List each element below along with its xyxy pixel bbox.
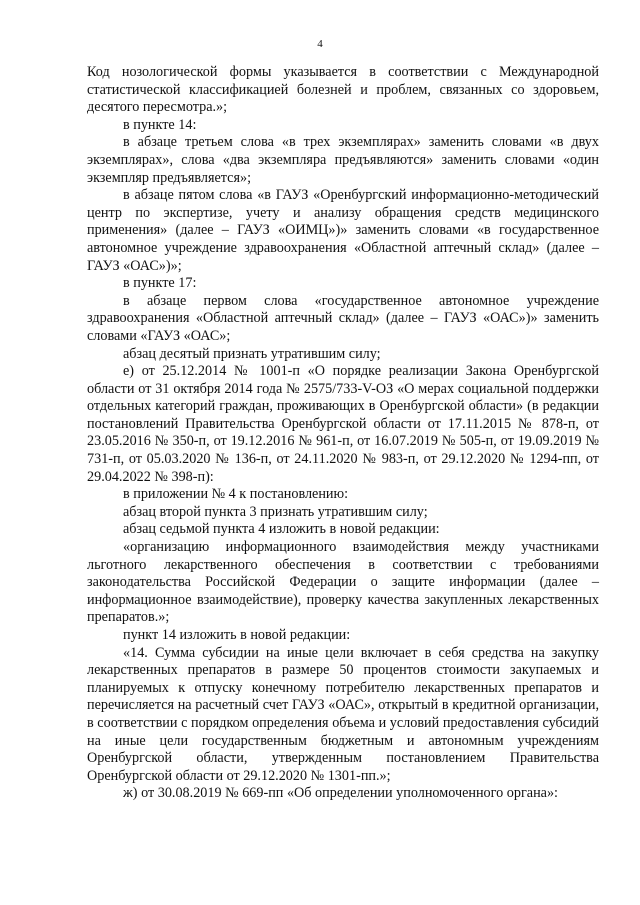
paragraph-item-14-new: пункт 14 изложить в новой редакции: [123, 627, 351, 643]
paragraph-item-14: в пункте 14: [123, 116, 197, 133]
document-body [87, 64, 599, 803]
paragraph-abzac-first: в абзаце первом слова «государственное автономное учреждение здравоохранения «Областной аптечный склад» (далее – ГАУЗ «ОАС»)» заменить словами «ГАУЗ «ОАС»; [87, 292, 599, 344]
paragraph-abzac-fifth: в абзаце пятом слова «в ГАУЗ «Оренбургский информационно-методический центр по экспертизе, учету и анализу обращения средств медицинского применения» (далее – ГАУЗ «ОИМЦ»)» заменить словами «в государственное автономное учреждение здравоохранения «Областной аптечный склад» (далее – ГАУЗ «ОАС»)»; [87, 187, 599, 274]
paragraph-quote-subsidy: «14. Сумма субсидии на иные цели включает в себя средства на закупку лекарственных препаратов в размере 50 процентов стоимости закупаемых и планируемых к отпуску конечному потребителю лекарственных препаратов и перечисляется на расчетный счет ГАУЗ «ОАС», открытый в кредитной организации, в соответствии с порядком определения объема и условий предоставления субсидий на иные цели государственным бюджетным и автономным учреждениям Оренбургской области, утвержденным постановлением Правительства Оренбургской области от 29.12.2020 № 1301-пп.»; [87, 644, 599, 784]
paragraph-abzac-third: в абзаце третьем слова «в трех экземплярах» заменить словами «в двух экземплярах», слова «два экземпляра предъявляются» заменить словами «один экземпляр предъявляется»; [87, 134, 599, 186]
paragraph-appendix-4: в приложении № 4 к постановлению: [123, 486, 349, 503]
paragraph-subitem-e: е) от 25.12.2014 № 1001-п «О порядке реализации Закона Оренбургской области от 31 октября 2014 года № 2575/733-V-ОЗ «О мерах социальной поддержки отдельных категорий граждан, проживающих в Оренбургской области» (в редакции постановлений Правительства Оренбургской области от 17.11.2015 № 878-п, от 23.05.2016 № 350-п, от 19.12.2016 № 961-п, от 16.07.2019 № 505-п, от 19.09.2019 № 731-п, от 05.03.2020 № 136-п, от 24.11.2020 № 983-п, от 29.12.2020 № 1294-пп, от 29.04.2022 № 398-п): [87, 363, 599, 485]
paragraph-item-17: в пункте 17: [123, 275, 197, 292]
paragraph-quote-info-interaction: «организацию информационного взаимодействия между участниками льготного лекарственного обеспечения в соответствии с требованиями законодательства Российской Федерации о защите информации (далее – информационное взаимодействие), проверку качества закупленных лекарственных препаратов.»; [87, 539, 599, 626]
paragraph-abzac-second: абзац второй пункта 3 признать утратившим силу; [123, 503, 428, 520]
paragraph-abzac-seventh: абзац седьмой пункта 4 изложить в новой редакции: [123, 521, 440, 538]
paragraph-nosology-code: Код нозологической формы указывается в соответствии с Международной статистической классификацией болезней и проблем, связанных со здоровьем, десятого пересмотра.»; [87, 64, 599, 116]
paragraph-abzac-tenth: абзац десятый признать утратившим силу; [123, 345, 381, 362]
paragraph-subitem-zh: ж) от 30.08.2019 № 669-пп «Об определении уполномоченного органа»: [123, 785, 558, 802]
page-number: 4 [317, 38, 323, 50]
